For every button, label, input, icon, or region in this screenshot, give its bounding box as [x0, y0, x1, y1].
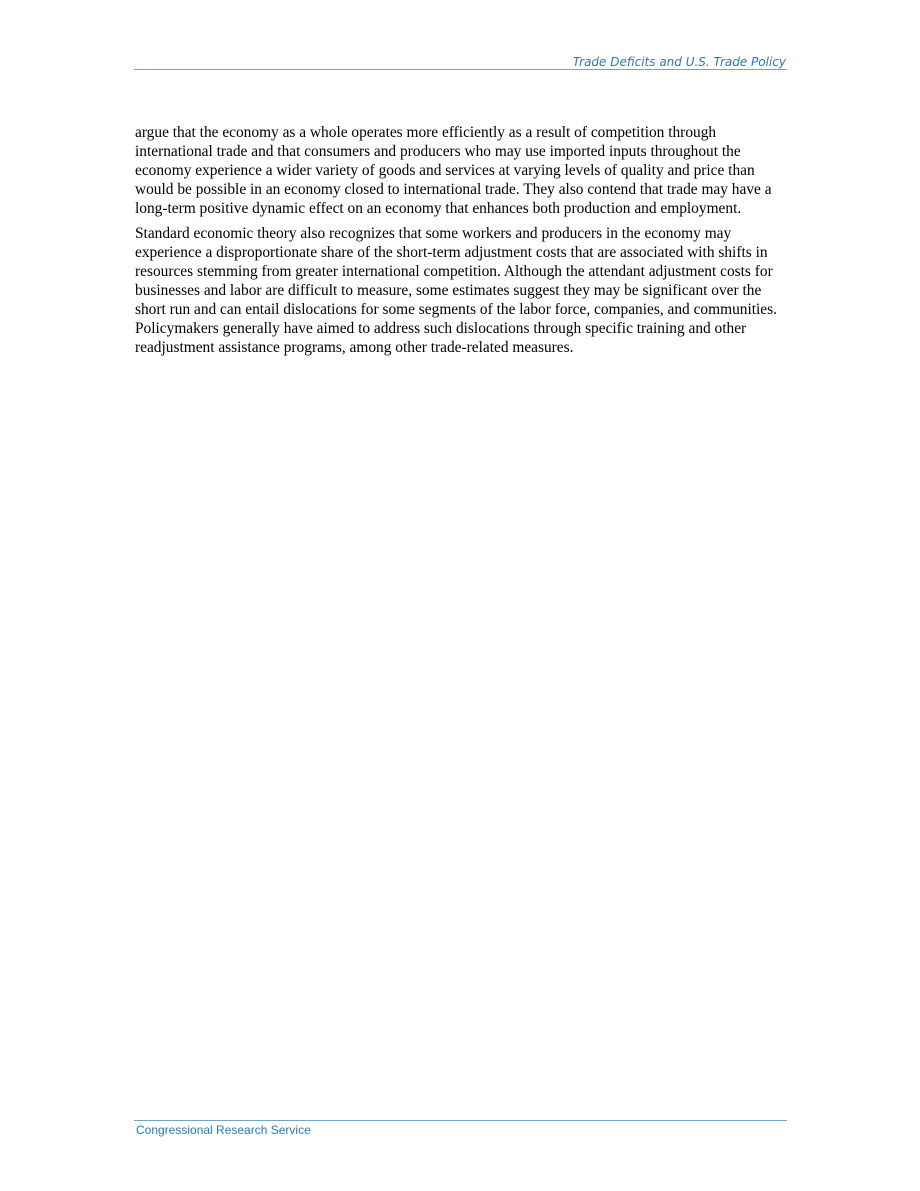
running-header-title: Trade Deficits and U.S. Trade Policy [572, 55, 786, 69]
header-divider [134, 69, 787, 70]
document-body [135, 123, 787, 363]
page-footer: Congressional Research Service [136, 1123, 311, 1137]
footer-divider [134, 1120, 787, 1121]
page-header [134, 54, 786, 70]
body-paragraph-2: Standard economic theory also recognizes that some workers and producers in the economy may experience a disproportionate share of the short-term adjustment costs that are associated with shifts in resources stemming from greater international competition. Although the attendant adjustment costs for businesses and labor are difficult to measure, some estimates suggest they may be significant over the short run and can entail dislocations for some segments of the labor force, companies, and communities. Policymakers generally have aimed to address such dislocations through specific training and other readjustment assistance programs, among other trade-related measures. [135, 225, 777, 356]
body-paragraph-1: argue that the economy as a whole operates more efficiently as a result of competition through international trade and that consumers and producers who may use imported inputs throughout the economy experience a wider variety of goods and services at varying levels of quality and price than would be possible in an economy closed to international trade. They also contend that trade may have a long-term positive dynamic effect on an economy that enhances both production and employment. [135, 124, 772, 217]
